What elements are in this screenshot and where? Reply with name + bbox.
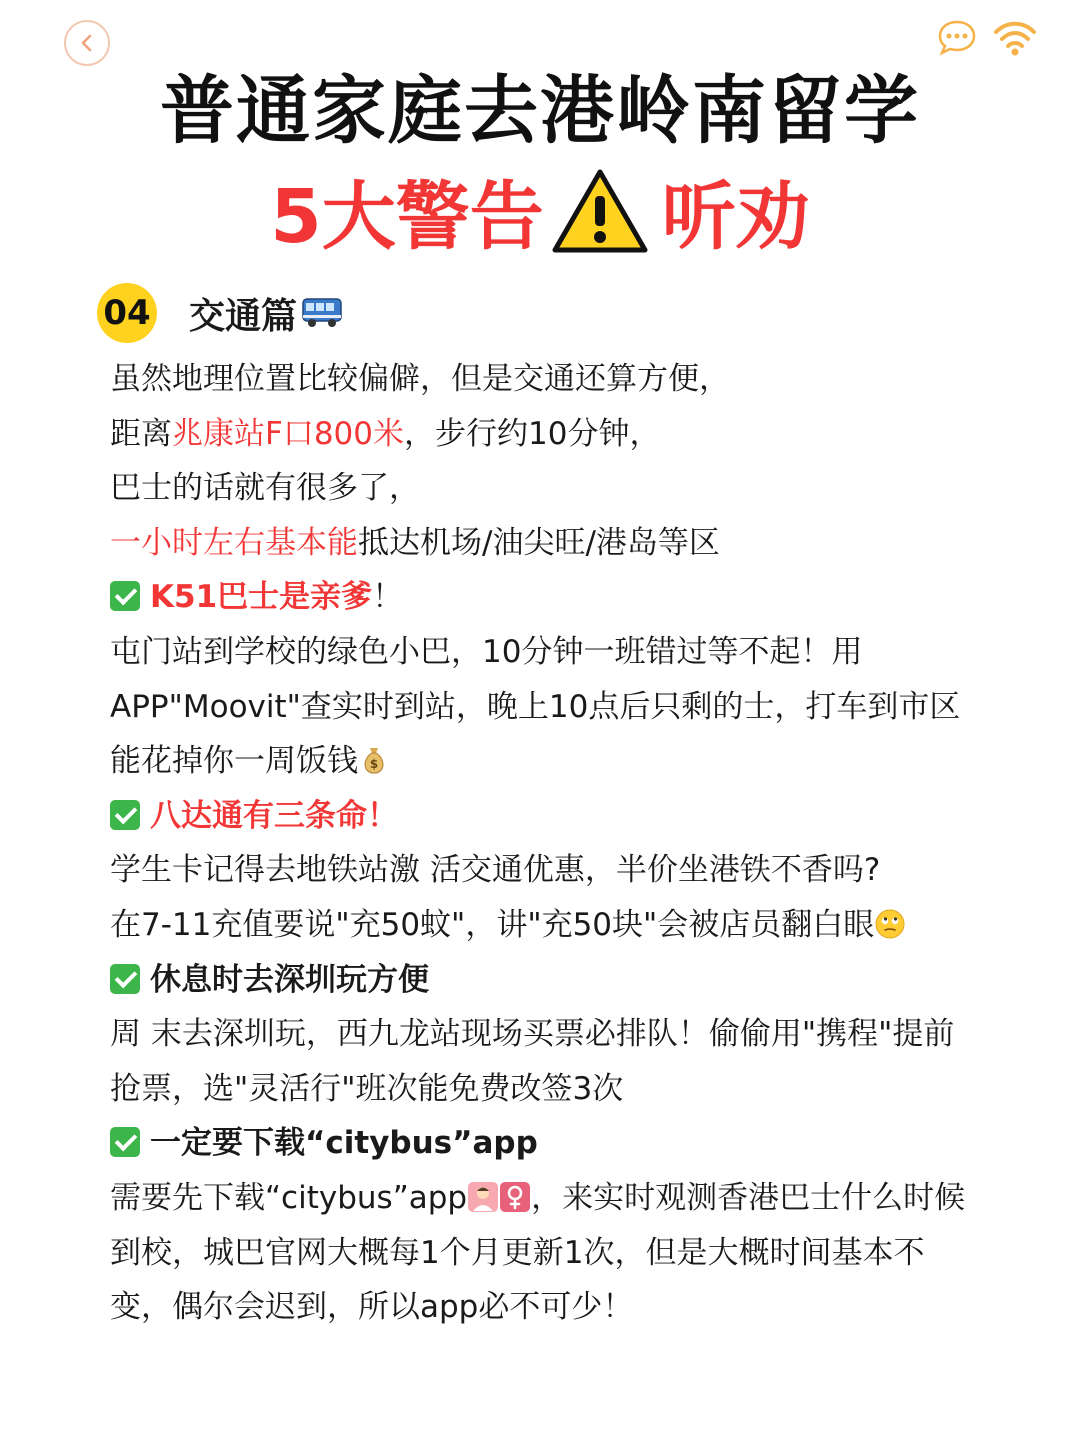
tip-line — [110, 734, 1040, 789]
paragraph-line: 巴士的话就有很多了， — [110, 470, 420, 507]
section-title — [189, 288, 343, 339]
check-mark-icon — [110, 800, 140, 830]
text-segment: 能花掉你一周饭钱 — [110, 743, 358, 780]
bus-icon — [301, 297, 343, 329]
tip-line: 屯门站到学校的绿色小巴，10分钟一班错过等不起！用 — [110, 633, 863, 670]
tip-heading — [110, 1116, 1040, 1171]
tip-line: APP"Moovit"查实时到站，晚上10点后只剩的士，打车到市区 — [110, 688, 961, 725]
paragraph-line: 虽然地理位置比较偏僻，但是交通还算方便， — [110, 361, 730, 397]
tip-heading-text: 休息时去深圳玩方便 — [150, 961, 429, 998]
check-mark-icon — [110, 581, 140, 611]
article-body — [110, 352, 1040, 1335]
tip-heading-text: K51巴士是亲爹 — [150, 579, 373, 616]
tip-heading — [110, 570, 1040, 625]
text-segment: ，来实时观测香港巴士什么时候 — [531, 1179, 966, 1216]
tip-line: 抢票，选"灵活行"班次能免费改签3次 — [110, 1070, 624, 1107]
text-segment: 距离 — [110, 415, 172, 452]
money-bag-icon — [358, 744, 390, 776]
highlight-text: 兆康站F口800米 — [172, 415, 404, 452]
tip-line — [110, 1171, 1040, 1226]
section-header — [97, 283, 343, 343]
page-title: 普通家庭去港岭南留学 — [160, 68, 920, 154]
paragraph-line — [110, 407, 1040, 462]
svg-text:$: $ — [369, 757, 379, 772]
text-segment: 需要先下载“citybus”app — [110, 1179, 468, 1216]
tip-line: 学生卡记得去地铁站激 活交通优惠，半价坐港铁不香吗? — [110, 852, 881, 889]
text-segment: ，步行约10分钟， — [404, 415, 661, 452]
text-segment: 在7-11充值要说"充50蚊"，讲"充50块"会被店员翻白眼 — [110, 906, 875, 943]
highlight-text: 一小时左右基本能 — [110, 524, 358, 561]
tip-heading-text: 八达通有三条命！ — [150, 797, 398, 834]
tip-line: 到校，城巴官网大概每1个月更新1次，但是大概时间基本不 — [110, 1234, 925, 1271]
back-icon — [76, 32, 98, 54]
warning-icon — [552, 168, 648, 254]
female-sign-icon — [499, 1181, 531, 1213]
check-mark-icon — [110, 964, 140, 994]
tip-line — [110, 898, 1040, 953]
section-title-text: 交通篇 — [189, 295, 298, 337]
subtitle-suffix: 听劝 — [661, 174, 810, 260]
paragraph-line — [110, 516, 1040, 571]
section-number-badge: 04 — [97, 283, 157, 343]
tip-heading-suffix: ！ — [372, 579, 404, 616]
page-subtitle — [0, 158, 1080, 264]
subtitle-text: 5大警告 — [270, 174, 544, 260]
tip-heading — [110, 953, 1040, 1008]
person-icon — [467, 1181, 499, 1213]
rolling-eyes-icon — [874, 908, 906, 940]
text-segment: 抵达机场/油尖旺/港岛等区 — [358, 524, 720, 561]
tip-heading — [110, 789, 1040, 844]
tip-heading-text: 一定要下载“citybus”app — [150, 1125, 538, 1162]
tip-line: 周 末去深圳玩，西九龙站现场买票必排队！偷偷用"携程"提前 — [110, 1016, 955, 1053]
tip-line: 变，偶尔会迟到，所以app必不可少！ — [110, 1289, 634, 1326]
check-mark-icon — [110, 1127, 140, 1157]
